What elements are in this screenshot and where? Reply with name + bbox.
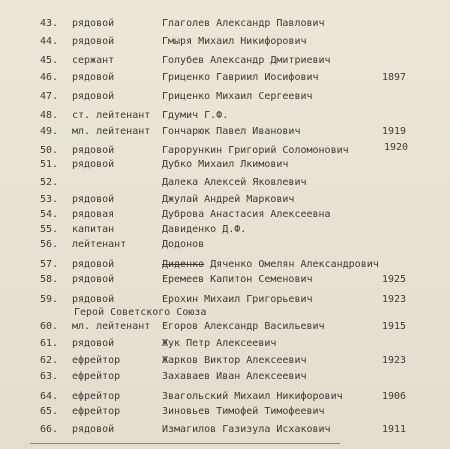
entry-number: 62. <box>40 355 59 366</box>
entry-rank: рядовой <box>72 194 115 205</box>
entry-name: Измагилов Газизула Исхакович <box>162 424 331 435</box>
list-item <box>0 257 450 273</box>
list-item <box>0 34 450 50</box>
entry-name: Звагольский Михаил Никифорович <box>162 391 343 402</box>
entry-name: Гриценко Михаил Сергеевич <box>162 91 313 102</box>
entry-number: 50. <box>40 145 59 156</box>
entry-rank: ефрейтор <box>72 406 121 417</box>
entry-name: Гончарюк Павел Иванович <box>162 126 301 137</box>
entry-number: 66. <box>40 424 59 435</box>
hero-note: Герой Советского Союза <box>74 307 207 318</box>
entry-name: Зиновьев Тимофей Тимофеевич <box>162 406 325 417</box>
entry-year: 1923 <box>382 355 407 366</box>
list-item <box>0 389 450 405</box>
entry-rank: рядовой <box>72 36 115 47</box>
list-item <box>0 70 450 86</box>
entry-number: 45. <box>40 55 59 66</box>
entry-year: 1920 <box>384 142 409 153</box>
entry-number: 44. <box>40 36 59 47</box>
entry-name: Голубев Александр Дмитриевич <box>162 55 331 66</box>
entry-number: 49. <box>40 126 59 137</box>
entry-number: 65. <box>40 406 59 417</box>
entry-name: Гарорункин Григорий Соломонович <box>162 145 349 156</box>
entry-number: 48. <box>40 110 59 121</box>
entry-number: 55. <box>40 224 59 235</box>
entry-name: Гдумич Г.Ф. <box>162 110 229 121</box>
list-item <box>0 89 450 105</box>
entry-name: Глаголев Александр Павлович <box>162 18 325 29</box>
list-item <box>0 175 450 191</box>
entry-year: 1915 <box>382 321 407 332</box>
entry-name: Жарков Виктор Алексеевич <box>162 355 307 366</box>
entry-number: 59. <box>40 294 59 305</box>
entry-rank: мл. лейтенант <box>72 321 151 332</box>
entry-rank: рядовой <box>72 274 115 285</box>
entry-rank: рядовой <box>72 159 115 170</box>
entry-number: 54. <box>40 209 59 220</box>
entry-rank: ефрейтор <box>72 371 121 382</box>
entry-name: Дуброва Анастасия Алексеевна <box>162 209 331 220</box>
entry-year: 1925 <box>382 274 407 285</box>
entry-rank: рядовой <box>72 259 115 270</box>
entry-year: 1919 <box>382 126 407 137</box>
entry-rank: рядовой <box>72 72 115 83</box>
list-item <box>0 237 450 253</box>
entry-number: 56. <box>40 239 59 250</box>
entry-name: Джулай Андрей Маркович <box>162 194 295 205</box>
list-item <box>0 422 450 438</box>
entry-name: Жук Петр Алексеевич <box>162 338 277 349</box>
entry-number: 46. <box>40 72 59 83</box>
entry-year: 1923 <box>382 294 407 305</box>
entry-name: Додонов <box>162 239 205 250</box>
entry-name: Далека Алексей Яковлевич <box>162 177 307 188</box>
entry-rank: сержант <box>72 55 115 66</box>
entry-name: Захаваев Иван Алексеевич <box>162 371 307 382</box>
entry-rank: мл. лейтенант <box>72 126 151 137</box>
entry-number: 58. <box>40 274 59 285</box>
entry-rank: рядовой <box>72 18 115 29</box>
entry-rank: рядовой <box>72 91 115 102</box>
list-item <box>0 404 450 420</box>
list-item <box>0 124 450 140</box>
entry-rank: рядовой <box>72 424 115 435</box>
entry-name: Давиденко Д.Ф. <box>162 224 247 235</box>
entry-number: 47. <box>40 91 59 102</box>
entry-rank: ефрейтор <box>72 391 121 402</box>
entry-year: 1897 <box>382 72 407 83</box>
entry-number: 60. <box>40 321 59 332</box>
entry-number: 61. <box>40 338 59 349</box>
list-item <box>0 272 450 288</box>
entry-number: 52. <box>40 177 59 188</box>
list-item <box>0 108 450 124</box>
list-item <box>0 207 450 223</box>
list-item <box>0 192 450 208</box>
list-item <box>0 369 450 385</box>
list-item <box>0 16 450 32</box>
struck-name: Диденко <box>162 259 205 270</box>
entry-rank: капитан <box>72 224 115 235</box>
entry-name: Дубко Михаил Лкимович <box>162 159 289 170</box>
entry-number: 63. <box>40 371 59 382</box>
entry-rank: рядовой <box>72 294 115 305</box>
entry-rank: рядовой <box>72 338 115 349</box>
entry-year: 1906 <box>382 391 407 402</box>
list-item <box>0 53 450 69</box>
entry-name-wrap <box>162 257 392 273</box>
entry-rank: ст. лейтенант <box>72 110 151 121</box>
entry-rank: рядовая <box>72 209 115 220</box>
entry-rank: лейтенант <box>72 239 127 250</box>
entry-name: Ерохин Михаил Григорьевич <box>162 294 313 305</box>
entry-year: 1911 <box>382 424 407 435</box>
entry-rank: ефрейтор <box>72 355 121 366</box>
list-item <box>0 157 450 173</box>
list-item <box>0 222 450 238</box>
list-item <box>0 353 450 369</box>
entry-name: Егоров Александр Васильевич <box>162 321 325 332</box>
entry-number: 64. <box>40 391 59 402</box>
entry-number: 43. <box>40 18 59 29</box>
entry-name: Еремеев Капитон Семенович <box>162 274 313 285</box>
entry-name: Дяченко Омелян Александрович <box>210 259 379 270</box>
entry-name: Гмыря Михаил Никифорович <box>162 36 307 47</box>
bottom-divider <box>30 443 340 444</box>
entry-number: 53. <box>40 194 59 205</box>
entry-name: Гриценко Гавриил Иосифович <box>162 72 319 83</box>
entry-rank: рядовой <box>72 145 115 156</box>
list-item <box>0 336 450 352</box>
list-item <box>0 319 450 335</box>
entry-number: 51. <box>40 159 59 170</box>
entry-number: 57. <box>40 259 59 270</box>
